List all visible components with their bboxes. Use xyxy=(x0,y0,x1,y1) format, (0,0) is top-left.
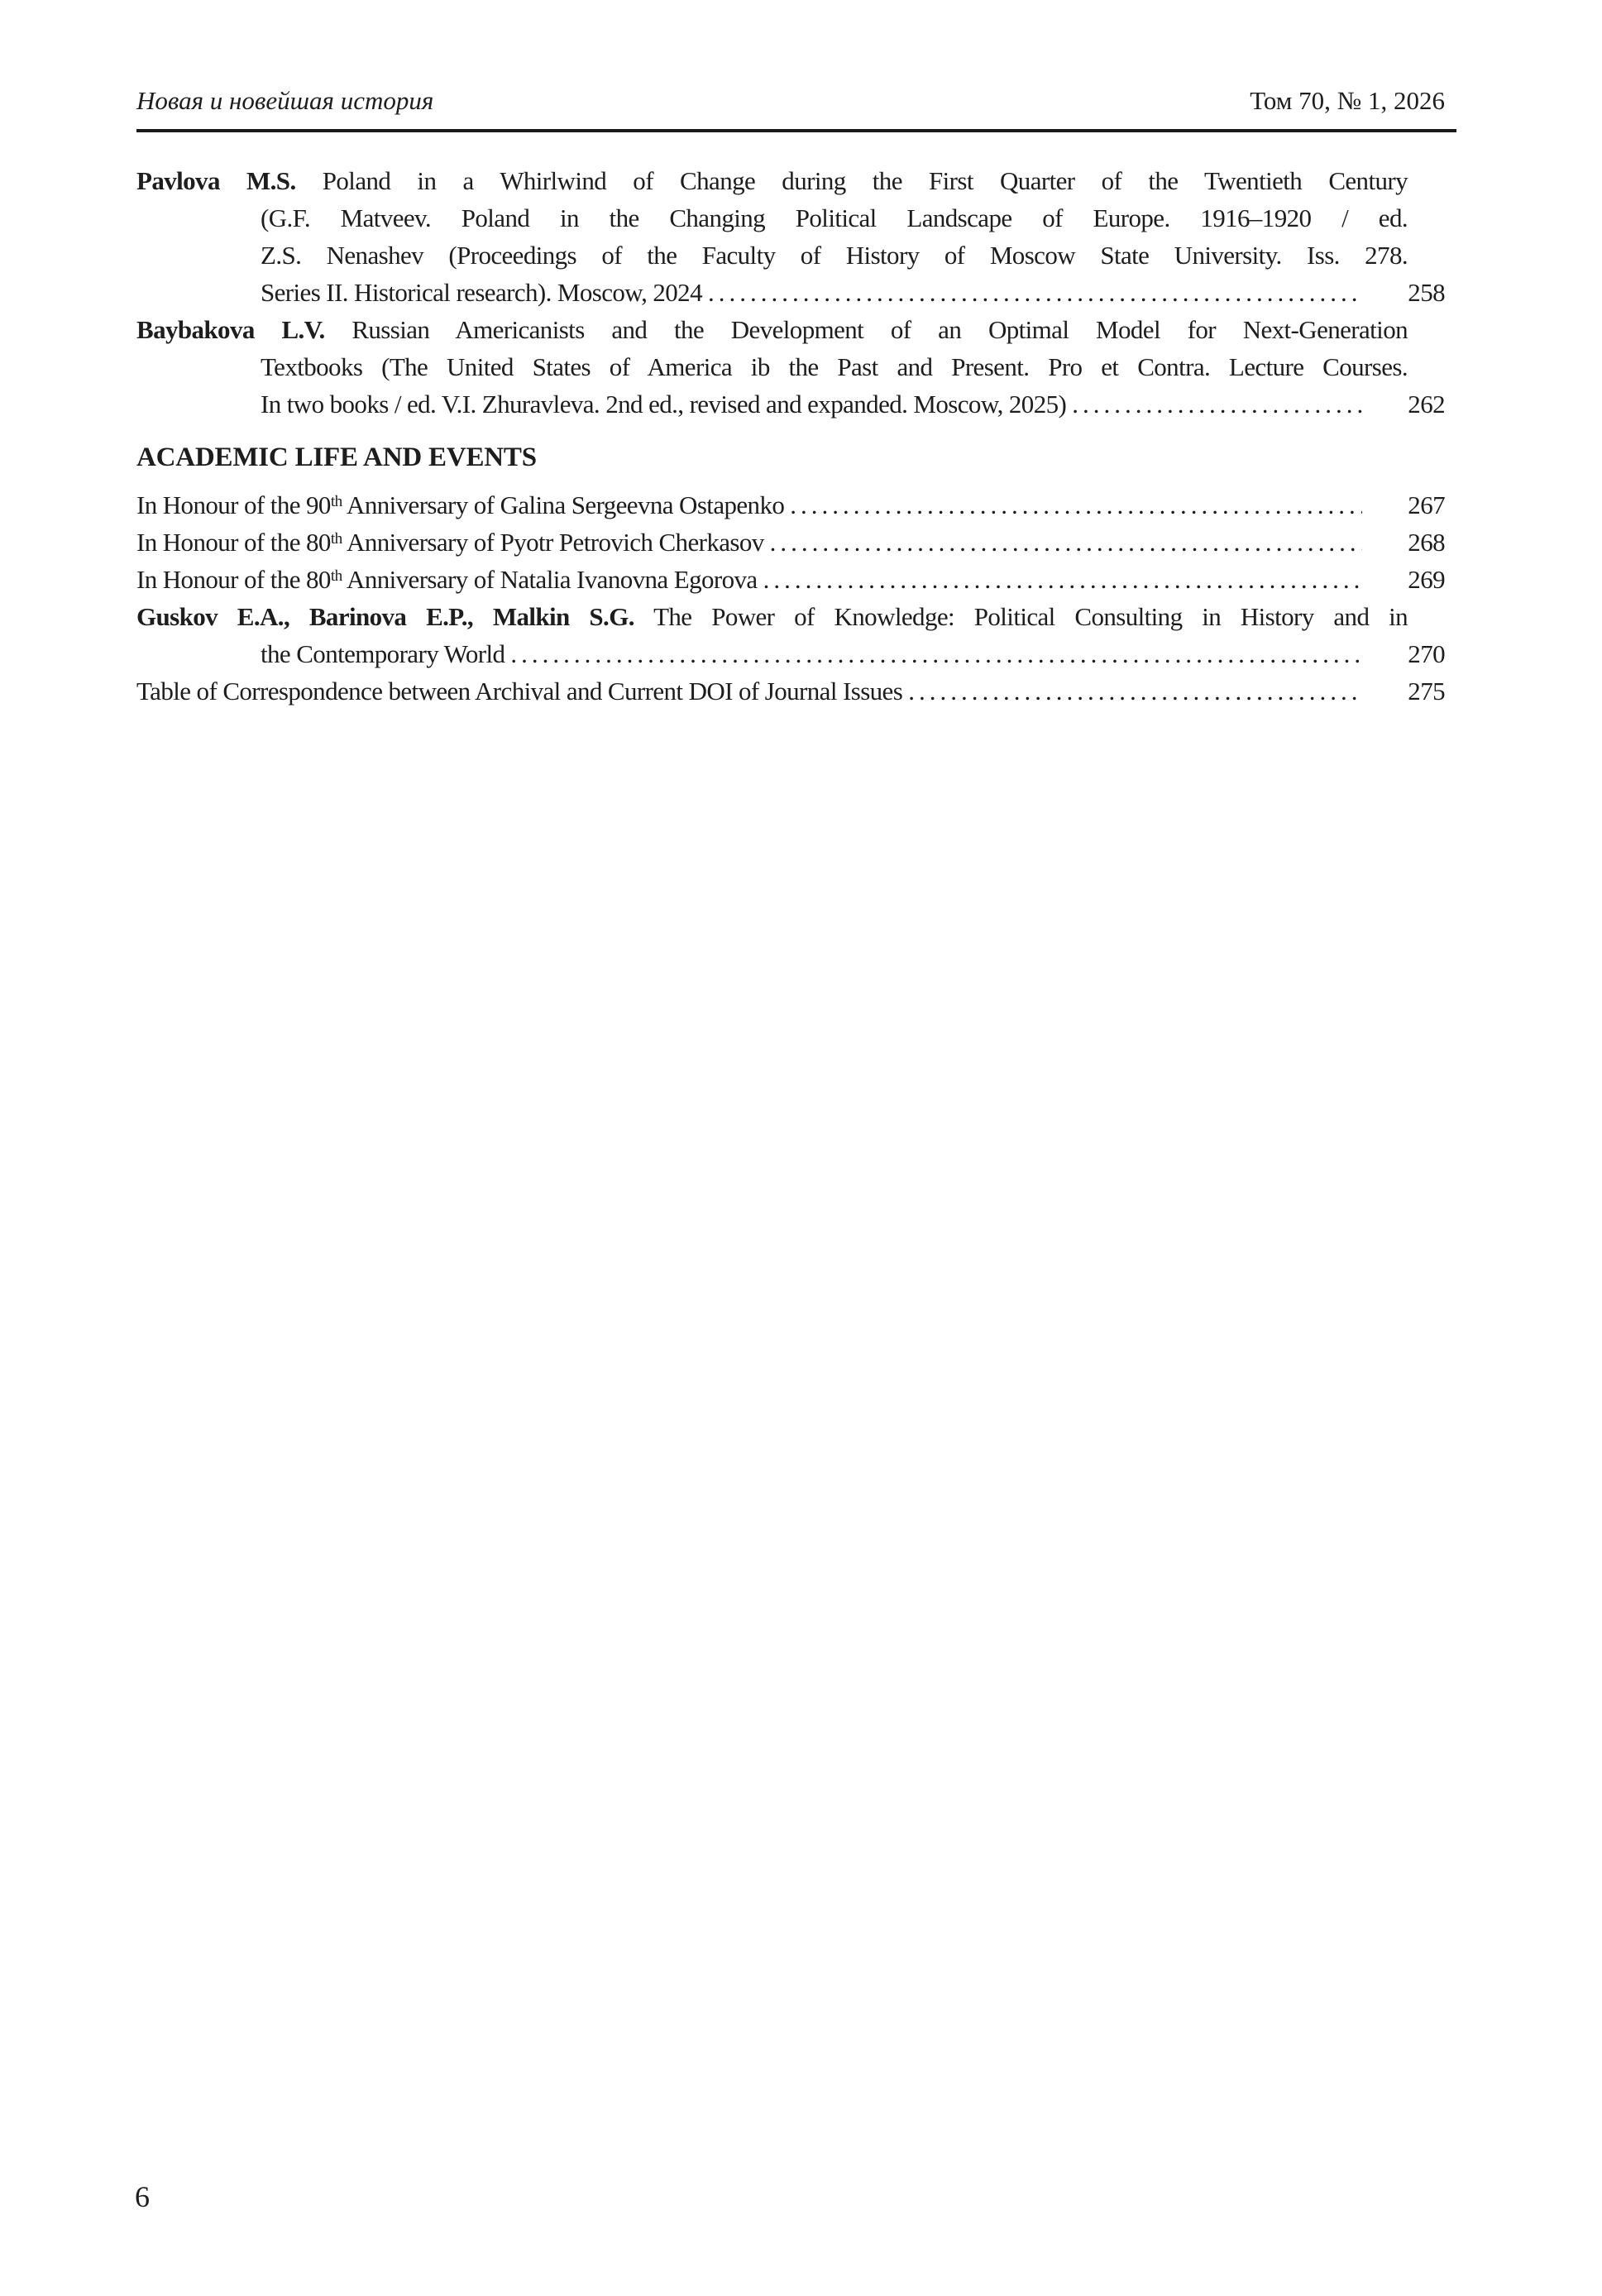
toc-entry-cherkasov xyxy=(136,524,1445,561)
entry-text-suffix: Anniversary of Pyotr Petrovich Cherkasov xyxy=(342,528,764,557)
dot-leader xyxy=(708,274,1362,311)
entry-title-text: Poland in a Whirlwind of Change during the First Quarter of the Twentieth Century xyxy=(322,166,1408,195)
running-head xyxy=(136,0,1445,116)
entry-authors: Baybakova L.V. xyxy=(136,315,325,344)
issue-info: Том 70, № 1, 2026 xyxy=(1250,86,1445,115)
header-rule xyxy=(136,129,1456,132)
toc-entry-line xyxy=(136,311,1445,348)
toc-entry-doi-table xyxy=(136,672,1445,710)
toc-entry-line xyxy=(261,385,1445,423)
dot-leader xyxy=(510,635,1362,672)
page-number: 6 xyxy=(135,2180,150,2213)
entry-title-text: Series II. Historical research). Moscow, 2024 xyxy=(261,278,702,307)
dot-leader xyxy=(1072,385,1362,423)
entry-page-number: 258 xyxy=(1408,278,1445,307)
entry-text-prefix: In Honour of the 80 xyxy=(136,565,331,594)
entry-title-text xyxy=(136,561,758,598)
entry-text-suffix: Anniversary of Galina Sergeevna Ostapenko xyxy=(342,490,785,519)
dot-leader xyxy=(770,524,1362,561)
entry-page-number: 270 xyxy=(1408,639,1445,668)
entry-page-number: 269 xyxy=(1408,565,1445,594)
entry-page-number: 267 xyxy=(1408,490,1445,519)
entry-title-text: Table of Correspondence between Archival and Current DOI of Journal Issues xyxy=(136,677,903,706)
ordinal-superscript: th xyxy=(330,493,342,511)
toc-entry-egorova xyxy=(136,561,1445,598)
table-of-contents xyxy=(136,162,1445,710)
section-heading-academic-life: ACADEMIC LIFE AND EVENTS xyxy=(136,442,537,472)
dot-leader xyxy=(763,561,1362,598)
entry-title-text xyxy=(136,486,784,524)
toc-entry-ostapenko xyxy=(136,486,1445,524)
entry-page-number: 268 xyxy=(1408,528,1445,557)
toc-entry-line: Z.S. Nenashev (Proceedings of the Faculty of History of Moscow State University. Iss. 278. xyxy=(261,241,1408,270)
entry-authors: Pavlova M.S. xyxy=(136,166,296,195)
ordinal-superscript: th xyxy=(330,567,342,586)
entry-authors: Guskov E.A., Barinova E.P., Malkin S.G. xyxy=(136,602,634,631)
entry-text-prefix: In Honour of the 90 xyxy=(136,490,331,519)
toc-entry-line xyxy=(136,162,1445,199)
toc-entry-line xyxy=(261,274,1445,311)
toc-entry-baybakova xyxy=(136,311,1445,423)
entry-title-text: Russian Americanists and the Development of an Optimal Model for Next-Generation xyxy=(351,315,1408,344)
entry-page-number: 262 xyxy=(1408,390,1445,419)
dot-leader xyxy=(790,486,1362,524)
toc-entry-line xyxy=(261,635,1445,672)
entry-page-number: 275 xyxy=(1408,677,1445,706)
toc-entry-line xyxy=(136,598,1445,635)
page-content xyxy=(136,0,1445,710)
entry-title-text xyxy=(136,524,764,561)
entry-text-prefix: In Honour of the 80 xyxy=(136,528,331,557)
dot-leader xyxy=(908,672,1362,710)
entry-title-text: the Contemporary World xyxy=(261,639,505,668)
entry-title-text: The Power of Knowledge: Political Consulting in History and in xyxy=(653,602,1408,631)
entry-title-text: In two books / ed. V.I. Zhuravleva. 2nd ed., revised and expanded. Moscow, 2025) xyxy=(261,390,1067,419)
toc-entry-pavlova xyxy=(136,162,1445,311)
journal-title: Новая и новейшая история xyxy=(136,86,434,115)
toc-entry-line: Textbooks (The United States of America ib the Past and Present. Pro et Contra. Lecture Courses. xyxy=(261,352,1408,381)
ordinal-superscript: th xyxy=(330,530,342,548)
toc-entry-guskov xyxy=(136,598,1445,672)
entry-text-suffix: Anniversary of Natalia Ivanovna Egorova xyxy=(342,565,758,594)
toc-entry-line: (G.F. Matveev. Poland in the Changing Political Landscape of Europe. 1916–1920 / ed. xyxy=(261,203,1408,232)
